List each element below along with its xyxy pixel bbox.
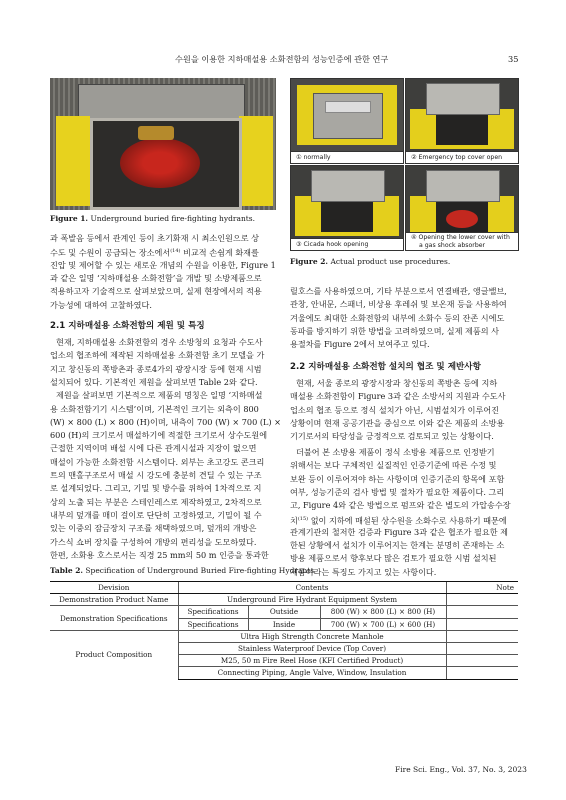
cell-outside: Outside: [248, 606, 320, 618]
cell-outside-dims: 800 (W) × 800 (L) × 800 (H): [320, 606, 446, 618]
text-line: 상황이며 현재 공공기관을 중심으로 이와 같은 제품의 소방용: [290, 417, 505, 428]
figure-2-panel-3: [290, 165, 404, 251]
text-line: 내부의 덮개를 매미 걸이로 단단히 고정하였고, 기밀이 될 수: [50, 509, 262, 520]
table-row: [50, 606, 518, 618]
panel-1-photo: [291, 79, 403, 151]
text-line: 설치되어 있다. 기본적인 제원을 살펴보면 Table 2와 같다.: [50, 376, 258, 387]
cell-demo-name-label: Demonstration Product Name: [59, 595, 169, 605]
cell-inside-dims: 700 (W) × 700 (L) × 600 (H): [320, 618, 446, 630]
cell-note: [446, 606, 518, 618]
panel-4-photo: [406, 166, 518, 238]
text-line: 동파를 방지하기 위한 방법을 고려하였으며, 실제 제품의 사: [290, 325, 500, 336]
cell-spec-2: Specifications: [178, 618, 248, 630]
figure-2-panel-4: [405, 165, 519, 251]
text-line: 용절차를 Figure 2에서 보여주고 있다.: [290, 339, 430, 350]
text-line: 제원을 살펴보면 기본적으로 제품의 명칭은 일명 ‘지하매설: [56, 390, 263, 401]
text-line: (W) × 800 (L) × 800 (H)이며, 내측이 700 (W) × 700 (L) ×: [50, 416, 281, 427]
text-line: 현재, 서울 종로의 광장시장과 창신동의 쪽방촌 등에 지하: [296, 378, 498, 388]
figure-2-caption: [290, 257, 450, 266]
cell-demo-name-value: Underground Fire Hydrant Equipment System: [178, 594, 446, 606]
yellow-frame-left: [56, 116, 90, 206]
angle-valve: [138, 126, 174, 140]
text-line: 수도 및 수원이 공급되는 장소에서$^{(14)}$ 비교적 손쉽게 화재를: [50, 248, 259, 259]
hose-reel: [120, 138, 200, 188]
page-number: 35: [508, 54, 519, 64]
spec-table: [50, 581, 518, 680]
cell-note: [446, 655, 518, 667]
text-line: 가스식 쇼버 장치를 구성하여 개방의 편리성을 도모하였다.: [50, 536, 257, 547]
text-line: 로 설계되었다. 그리고, 기밀 및 방수를 위하여 1차적으로 지: [50, 483, 262, 494]
panel-4-label: [406, 232, 518, 250]
figure-2-label: Figure 2.: [290, 257, 329, 266]
text-line: 과 폭발음 등에서 관계인 등이 초기화재 시 최소인원으로 상: [50, 233, 260, 243]
running-header: [0, 54, 566, 68]
text-line: 적용하고자 기술적으로 살펴보았으며, 실제 현장에서의 적용: [50, 286, 262, 297]
text-line: 위해서는 보다 구체적인 실질적인 인증기준에 따른 수정 및: [290, 460, 497, 471]
panel-2-photo: [406, 79, 518, 151]
text-line: 가능성에 대하여 고찰하였다.: [50, 299, 152, 310]
header-contents: Contents: [178, 582, 446, 594]
text-line: 상의 노출 되는 부분은 스테인레스로 제작하였고, 2차적으로: [50, 496, 262, 507]
table-row: [50, 630, 518, 642]
panel-3-photo: [291, 166, 403, 238]
text-line: 지고 창신동의 쪽방촌과 종로4가의 광장시장 등에 현재 시범: [50, 363, 262, 374]
text-line: 근접한 지역이며 배설 시에 다른 관계시설과 지장이 없으면: [50, 443, 257, 454]
text-line: 한된 상황에서 설치가 이루어지는 한계는 분명히 존재하는 소: [290, 540, 505, 551]
text-line: 더불어 본 소방용 제품이 정식 소방용 제품으로 인정받기: [296, 447, 495, 457]
panel-2-label: ② Emergency top cover open: [406, 151, 518, 163]
panel-4-label-line-1: ④ Opening the lower cover with: [411, 234, 510, 241]
figure-2-image: [290, 78, 518, 250]
cell-note: [446, 594, 518, 606]
cell-note: [446, 667, 518, 679]
text-line: 릴호스를 사용하였으며, 기타 부분으로서 연결배관, 앵글밸브,: [290, 286, 507, 296]
yellow-frame-right: [239, 116, 273, 206]
figure-1-caption-text: Underground buried fire-fighting hydrants.: [90, 214, 256, 223]
cell-inside: Inside: [248, 618, 320, 630]
panel-3-label: ③ Cicada hook opening: [291, 238, 403, 250]
figure-2-caption-text: Actual product use procedures.: [330, 257, 451, 266]
text-line: 업소의 협조하에 제작된 지하매설용 소화전함 초기 모델을 가: [50, 350, 265, 361]
text-line: 관창, 안내문, 스패너, 비상용 후레쉬 및 보온재 등을 사용하여: [290, 299, 507, 310]
text-line: 있는 이중의 잠금장치 구조를 채택하였으며, 덮개의 개방은: [50, 523, 257, 534]
table-row: [50, 594, 518, 606]
text-line: 치$^{(15)}$ 없이 지하에 매설된 상수원을 소화수로 사용하기 때문에: [290, 515, 507, 526]
cell-spec-1: Specifications: [178, 606, 248, 618]
running-title: 수원을 이용한 지하매설용 소화전함의 성능인증에 관한 연구: [175, 54, 389, 64]
text-line: 제품이라는 특징도 가지고 있는 사항이다.: [290, 566, 437, 577]
cell-composition-item: Stainless Waterproof Device (Top Cover): [178, 642, 446, 654]
text-line: 한편, 소화용 호스로서는 직경 25 mm의 50 m 인증을 통과한: [50, 549, 269, 560]
text-line: 겨울에도 최대한 소화전함의 내부에 소화수 등의 잔존 시에도: [290, 312, 505, 323]
table-header-row: [50, 582, 518, 594]
text-line: 방용 제품으로서 향후보다 많은 검토가 필요한 시범 설치된: [290, 553, 497, 564]
open-lid: [78, 84, 245, 120]
text-line: 관계기관의 철저한 검증과 Figure 3과 같은 협조가 필요한 제: [290, 526, 509, 537]
text-line: 용 소화전함기기 시스템’이며, 기본적인 크기는 외측이 800: [50, 403, 259, 414]
text-line: 현재, 지하매설용 소화전함의 경우 소방청의 요청과 수도사: [56, 337, 263, 347]
text-line: 과 같은 일명 ‘지하매설용 소화전함’을 개발 및 소방제품으로: [50, 272, 262, 283]
text-line: 트의 맨홀구조로서 매설 시 강도에 충분히 견딜 수 있는 구조: [50, 470, 262, 480]
section-heading-2-2: 2.2 지하매설용 소화전함 설치의 협조 및 제반사항: [290, 362, 481, 372]
text-line: 600 (H)의 크기로서 매설하기에 적절한 크기로서 상수도원에: [50, 430, 268, 441]
section-heading-2-1: 2.1 지하매설용 소화전함의 제원 및 특징: [50, 321, 205, 331]
table-2-label: Table 2.: [50, 566, 84, 575]
text-line: 기기로서의 타당성을 긍정적으로 검토되고 있는 상황이다.: [290, 431, 494, 442]
journal-footer: Fire Sci. Eng., Vol. 37, No. 3, 2023: [395, 765, 527, 774]
header-devision: Devision: [50, 582, 178, 594]
panel-1-label: ① normally: [291, 151, 403, 163]
cell-composition-label: Product Composition: [50, 630, 178, 679]
cell-demo-spec-label: Demonstration Specifications: [50, 606, 178, 630]
cell-composition-item: Connecting Piping, Angle Valve, Window, Insulation: [178, 667, 446, 679]
cell-composition-item: M25, 50 m Fire Reel Hose (KFI Certified Product): [178, 655, 446, 667]
text-line: 매설용 소화전함이 Figure 3과 같은 소방서의 지원과 수도사: [290, 391, 506, 402]
left-column: [50, 232, 281, 560]
figure-2-panel-2: [405, 78, 519, 164]
text-line: 보완 등이 이루어져야 하는 사항이며 인증기준의 항목에 포함: [290, 473, 505, 484]
text-line: 매설이 가능한 소화전함 시스템이다. 외부는 초고강도 콘크리: [50, 456, 265, 467]
right-column: [290, 285, 518, 577]
text-line: 여부, 성능기준의 검사 방법 및 절차가 필요한 제품이다. 그리: [290, 486, 505, 497]
figure-2-panel-1: [290, 78, 404, 164]
cell-composition-item: Ultra High Strength Concrete Manhole: [178, 630, 446, 642]
table-2-caption: [50, 566, 314, 575]
figure-1-caption: [50, 214, 255, 223]
table-2-title: Specification of Underground Buried Fire-fighting Hydrants: [85, 566, 315, 575]
cell-note: [446, 618, 518, 630]
header-note: Note: [446, 582, 518, 594]
text-line: 업소의 협조 등으로 정식 설치가 아닌, 시범설치가 이루어진: [290, 404, 500, 415]
text-line: 진압 및 제어할 수 있는 새로운 개념의 수원을 이용한, Figure 1: [50, 259, 276, 270]
cell-note: [446, 630, 518, 642]
figure-1-image: [50, 78, 276, 210]
panel-4-label-line-2: a gas shock absorber: [419, 242, 486, 249]
text-line: 고, Figure 4와 같은 방법으로 펌프와 같은 별도의 가압송수장: [290, 500, 511, 511]
figure-1-label: Figure 1.: [50, 214, 89, 223]
cell-note: [446, 642, 518, 654]
